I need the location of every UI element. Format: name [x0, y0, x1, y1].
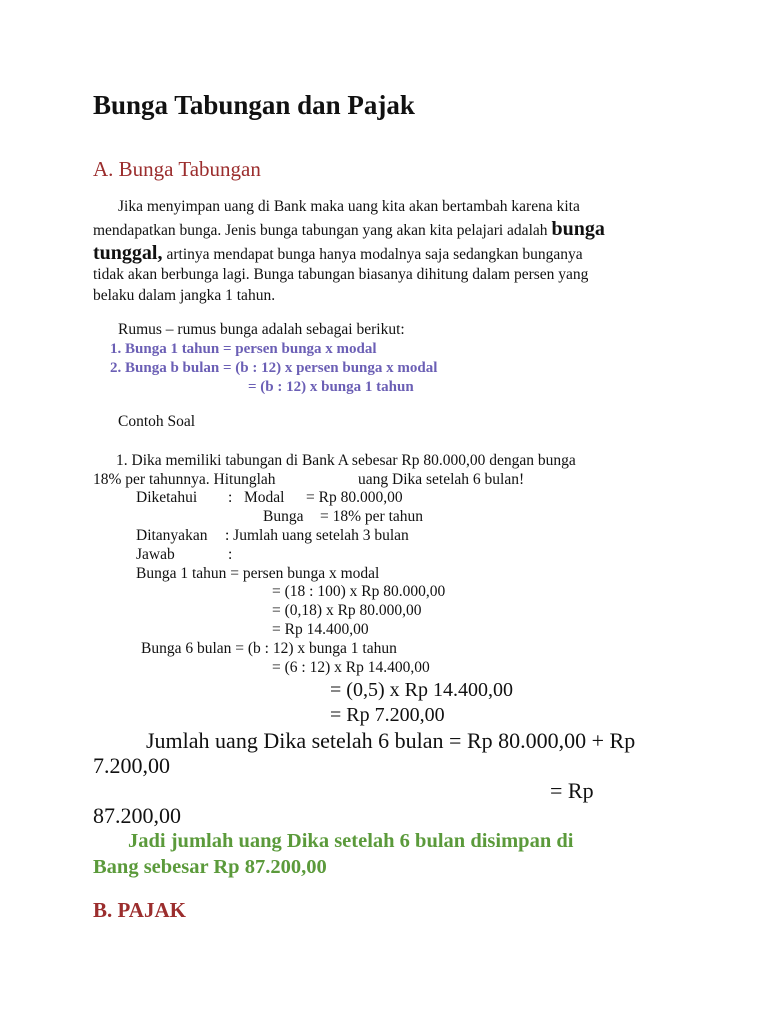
section-heading-b: B. PAJAK: [93, 898, 186, 922]
conclusion-line-1: Jadi jumlah uang Dika setelah 6 bulan disimpan di: [128, 830, 574, 852]
calc-line-5: Bunga 6 bulan = (b : 12) x bunga 1 tahun: [141, 640, 397, 657]
formula-1: 1. Bunga 1 tahun = persen bunga x modal: [110, 341, 377, 357]
known-separator: :: [228, 489, 233, 506]
total-line-3: = Rp: [550, 778, 594, 803]
intro-emphasis-bunga: bunga: [551, 218, 605, 240]
question-line-2a: 18% per tahunnya. Hitunglah: [93, 471, 276, 488]
known-label: Diketahui: [136, 489, 198, 506]
question-line-1: 1. Dika memiliki tabungan di Bank A sebesar Rp 80.000,00 dengan bunga: [116, 452, 576, 469]
intro-line-5: belaku dalam jangka 1 tahun.: [93, 287, 276, 304]
calc-line-6: = (6 : 12) x Rp 14.400,00: [272, 659, 430, 676]
total-line-1: Jumlah uang Dika setelah 6 bulan = Rp 80.000,00 + Rp: [146, 728, 636, 753]
example-heading: Contoh Soal: [118, 413, 196, 430]
total-line-4: 87.200,00: [93, 803, 181, 828]
question-line-2b: uang Dika setelah 6 bulan!: [358, 471, 525, 488]
calc-line-8: = Rp 7.200,00: [330, 704, 445, 726]
intro-emphasis-tunggal: tunggal,: [93, 242, 163, 264]
calc-line-1: Bunga 1 tahun = persen bunga x modal: [136, 565, 380, 582]
asked-label: Ditanyakan: [136, 527, 208, 544]
intro-line-3-text: artinya mendapat bunga hanya modalnya saja sedangkan bunganya: [166, 246, 583, 263]
calc-line-7: = (0,5) x Rp 14.400,00: [330, 679, 513, 701]
total-line-2: 7.200,00: [93, 753, 170, 778]
section-heading-a: A. Bunga Tabungan: [93, 157, 261, 181]
formula-3: = (b : 12) x bunga 1 tahun: [248, 379, 414, 395]
intro-line-2-text: mendapatkan bunga. Jenis bunga tabungan yang akan kita pelajari adalah: [93, 222, 548, 239]
known-modal-label: Modal: [244, 489, 285, 506]
formula-2: 2. Bunga b bulan = (b : 12) x persen bunga x modal: [110, 360, 438, 376]
known-modal-value: = Rp 80.000,00: [306, 489, 403, 506]
page-title: Bunga Tabungan dan Pajak: [93, 90, 415, 120]
conclusion-line-2: Bang sebesar Rp 87.200,00: [93, 856, 327, 878]
calc-line-4: = Rp 14.400,00: [272, 621, 369, 638]
intro-line-1: Jika menyimpan uang di Bank maka uang kita akan bertambah karena kita: [118, 198, 580, 215]
intro-line-4: tidak akan berbunga lagi. Bunga tabungan biasanya dihitung dalam persen yang: [93, 266, 589, 283]
answer-separator: :: [228, 546, 233, 563]
calc-line-3: = (0,18) x Rp 80.000,00: [272, 602, 422, 619]
formula-intro: Rumus – rumus bunga adalah sebagai berikut:: [118, 321, 405, 338]
asked-text: : Jumlah uang setelah 3 bulan: [225, 527, 409, 544]
known-bunga-label: Bunga: [263, 508, 304, 525]
known-bunga-value: = 18% per tahun: [320, 508, 424, 525]
intro-line-2: [93, 219, 605, 239]
answer-label: Jawab: [136, 546, 175, 563]
intro-line-3: [93, 243, 583, 263]
calc-line-2: = (18 : 100) x Rp 80.000,00: [272, 583, 446, 600]
